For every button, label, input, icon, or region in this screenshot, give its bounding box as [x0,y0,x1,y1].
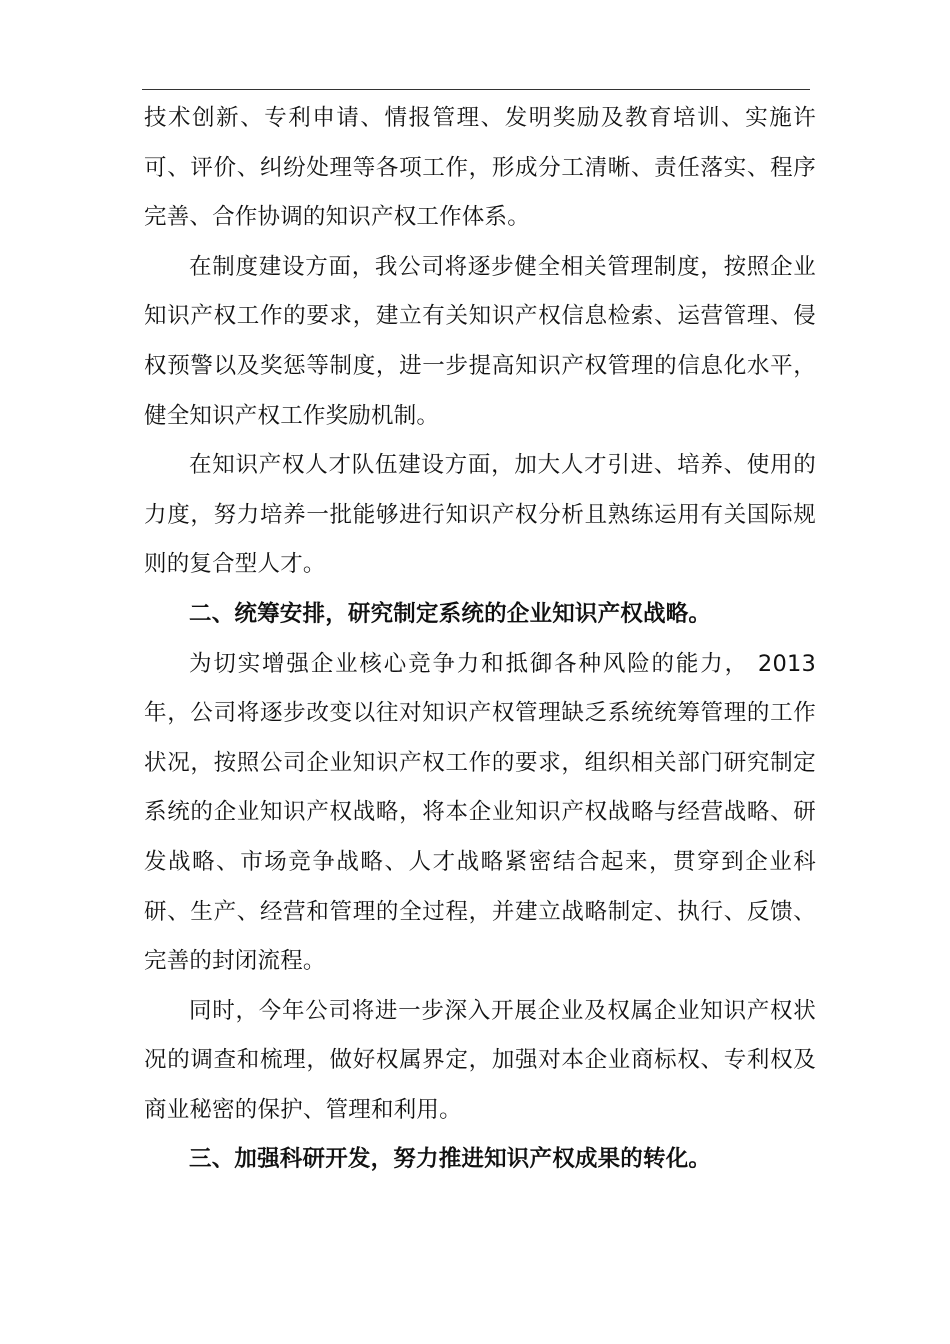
header-rule [142,89,810,90]
body-paragraph: 在知识产权人才队伍建设方面，加大人才引进、培养、使用的力度，努力培养一批能够进行知识产权分析且熟练运用有关国际规则的复合型人才。 [144,452,816,578]
section-heading: 三、加强科研开发，努力推进知识产权成果的转化。 [189,1146,712,1173]
body-paragraph: 同时，今年公司将进一步深入开展企业及权属企业知识产权状况的调查和梳理，做好权属界定，加强对本企业商标权、专利权及商业秘密的保护、管理和利用。 [144,997,816,1123]
body-paragraph: 为切实增强企业核心竞争力和抵御各种风险的能力， 2013年，公司将逐步改变以往对知识产权管理缺乏系统统筹管理的工作状况，按照公司企业知识产权工作的要求，组织相关部门研究制定系统的企业知识产权战略，将本企业知识产权战略与经营战略、研发战略、市场竞争战略、人才战略紧密结合起来，贯穿到企业科研、生产、经营和管理的全过程，并建立战略制定、执行、反馈、完善的封闭流程。 [144,650,816,975]
body-paragraph: 在制度建设方面，我公司将逐步健全相关管理制度，按照企业知识产权工作的要求，建立有关知识产权信息检索、运营管理、侵权预警以及奖惩等制度，进一步提高知识产权管理的信息化水平，健全知识产权工作奖励机制。 [144,253,816,429]
body-paragraph: 技术创新、专利申请、情报管理、发明奖励及教育培训、实施许可、评价、纠纷处理等各项工作，形成分工清晰、责任落实、程序完善、合作协调的知识产权工作体系。 [144,105,816,231]
document-body [144,94,816,1185]
section-heading: 二、统筹安排，研究制定系统的企业知识产权战略。 [189,600,712,627]
